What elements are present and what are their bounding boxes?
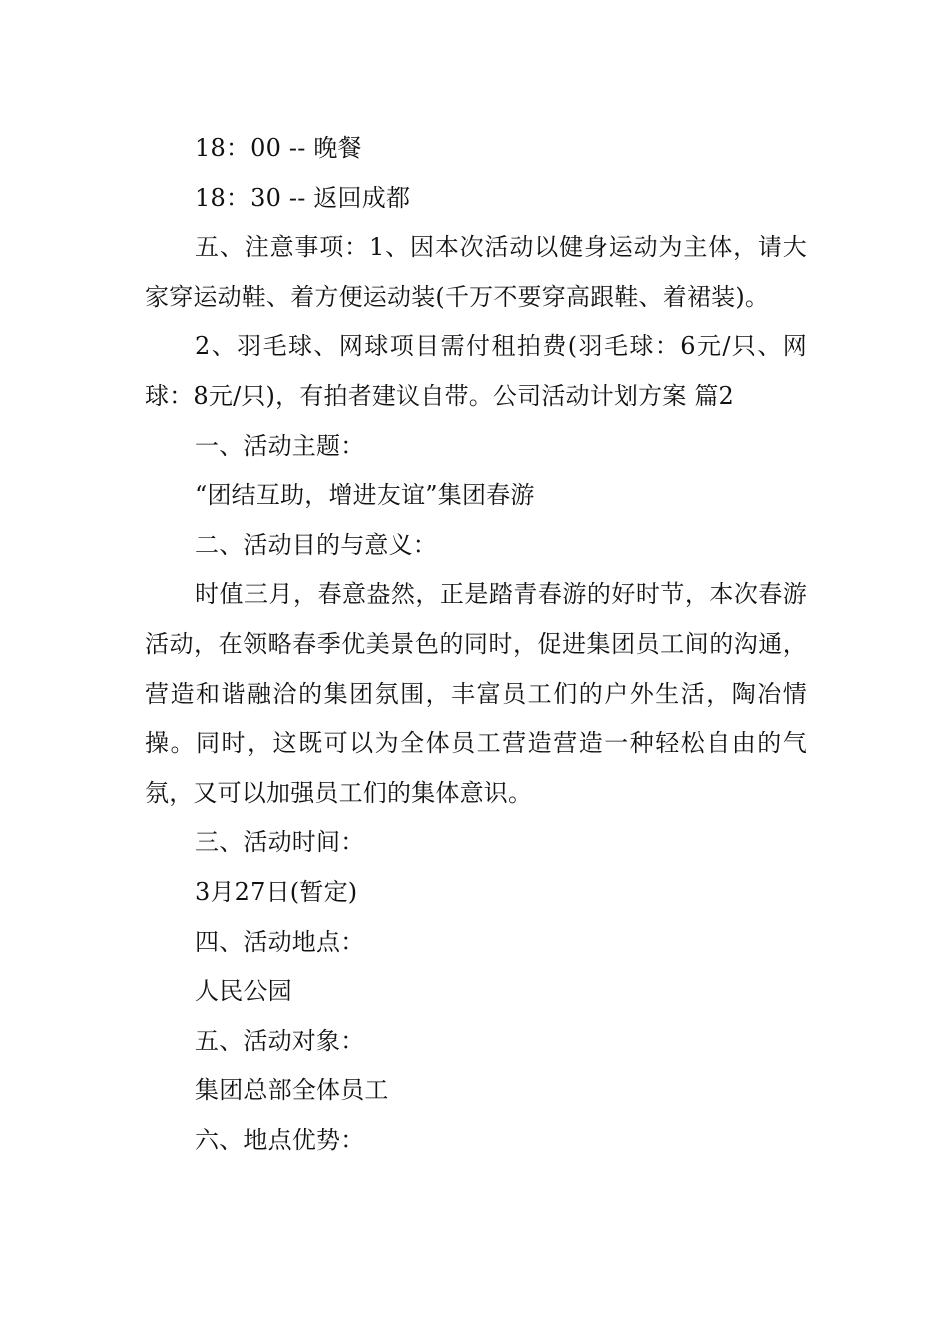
section-heading-advantages: 六、地点优势： [195, 1125, 365, 1154]
audience-text: 集团总部全体员工 [195, 1076, 389, 1105]
theme-text: “团结互助，增进友谊”集团春游 [195, 481, 535, 510]
purpose-paragraph: 时值三月，春意盎然，正是踏青春游的好时节，本次春游活动，在领略春季优美景色的同时，促进集团员工间的沟通，营造和谐融洽的集团氛围，丰富员工们的户外生活，陶冶情操。同时，这既可以为全体员工营造营造一种轻松自由的气氛，又可以加强员工们的集体意识。 [145, 580, 807, 807]
document-body [145, 124, 807, 1165]
section-heading-purpose: 二、活动目的与意义： [195, 530, 437, 559]
notes-paragraph: 五、注意事项：1、因本次活动以健身运动为主体，请大家穿运动鞋、着方便运动装(千万不要穿高跟鞋、着裙装)。 [145, 233, 807, 311]
section-heading-theme: 一、活动主题： [195, 431, 365, 460]
schedule-return: 18：30 -- 返回成都 [195, 183, 411, 212]
schedule-dinner: 18：00 -- 晚餐 [195, 134, 362, 162]
section-heading-location: 四、活动地点： [195, 927, 365, 956]
section-heading-audience: 五、活动对象： [195, 1026, 365, 1055]
racket-fee-paragraph: 2、羽毛球、网球项目需付租拍费(羽毛球：6元/只、网球：8元/只)，有拍者建议自带。公司活动计划方案 篇2 [145, 332, 807, 410]
section-heading-time: 三、活动时间： [195, 828, 365, 857]
location-text: 人民公园 [195, 977, 292, 1006]
time-text: 3月27日(暂定) [195, 877, 358, 906]
